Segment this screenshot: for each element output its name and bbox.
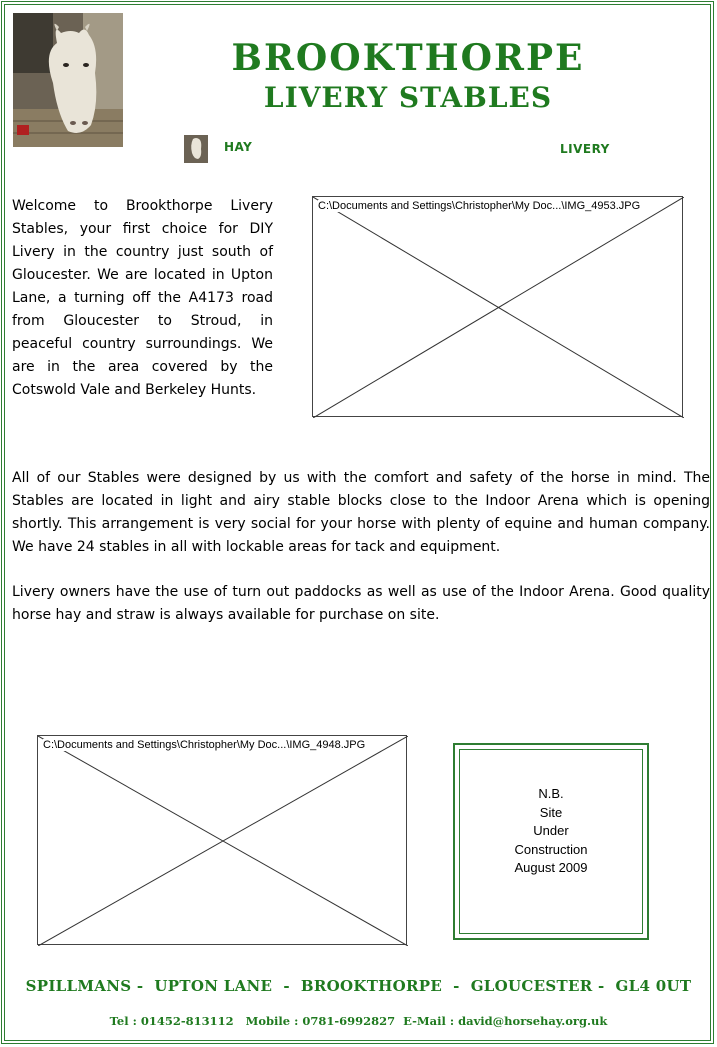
- nav-link-hay[interactable]: HAY: [224, 140, 253, 154]
- broken-image-cross-icon: [313, 197, 684, 418]
- stables-paragraph: All of our Stables were designed by us with the comfort and safety of the horse in mind. The Stables are located in light and airy stable blocks close to the Indoor Arena which is opening shortly. This arrangement is very social for your horse with plenty of equine and human company. We have 24 stables in all with lockable areas for tack and equipment.: [12, 470, 710, 555]
- page-title: BROOKTHORPE: [231, 37, 585, 79]
- notice-line: Site: [539, 804, 563, 820]
- horse-photo: [13, 13, 123, 147]
- footer-address: SPILLMANS - UPTON LANE - BROOKTHORPE - GLOUCESTER - GL4 0UT: [25, 977, 692, 995]
- broken-image-cross-icon: [38, 736, 408, 946]
- livery-owners-paragraph: Livery owners have the use of turn out paddocks as well as use of the Indoor Arena. Good quality horse hay and straw is always available for purchase on site.: [12, 584, 710, 623]
- footer-contact: Tel : 01452-813112 Mobile : 0781-6992827 E-Mail : david@horsehay.org.uk: [109, 1014, 608, 1028]
- notice-line: N.B.: [538, 786, 564, 801]
- notice-line: August 2009: [514, 860, 588, 875]
- construction-notice: [459, 785, 643, 878]
- nav-link-livery[interactable]: LIVERY: [560, 142, 610, 156]
- notice-line: Construction: [514, 841, 588, 857]
- broken-image-placeholder: [37, 735, 407, 945]
- intro-paragraph: Welcome to Brookthorpe Livery Stables, your first choice for DIY Livery in the country just south of Gloucester. We are located in Upton Lane, a turning off the A4173 road from Gloucester to Stroud, in peaceful country surroundings. We are in the area covered by the Cotswold Vale and Berkeley Hunts.: [12, 198, 273, 398]
- notice-line: Under: [533, 823, 569, 838]
- image-path-label: C:\Documents and Settings\Christopher\My Doc...\IMG_4948.JPG: [43, 739, 366, 751]
- page-subtitle: LIVERY STABLES: [263, 81, 553, 114]
- image-path-label: C:\Documents and Settings\Christopher\My Doc...\IMG_4953.JPG: [318, 200, 641, 212]
- broken-image-placeholder: [312, 196, 683, 417]
- hay-thumbnail-icon[interactable]: [184, 135, 208, 163]
